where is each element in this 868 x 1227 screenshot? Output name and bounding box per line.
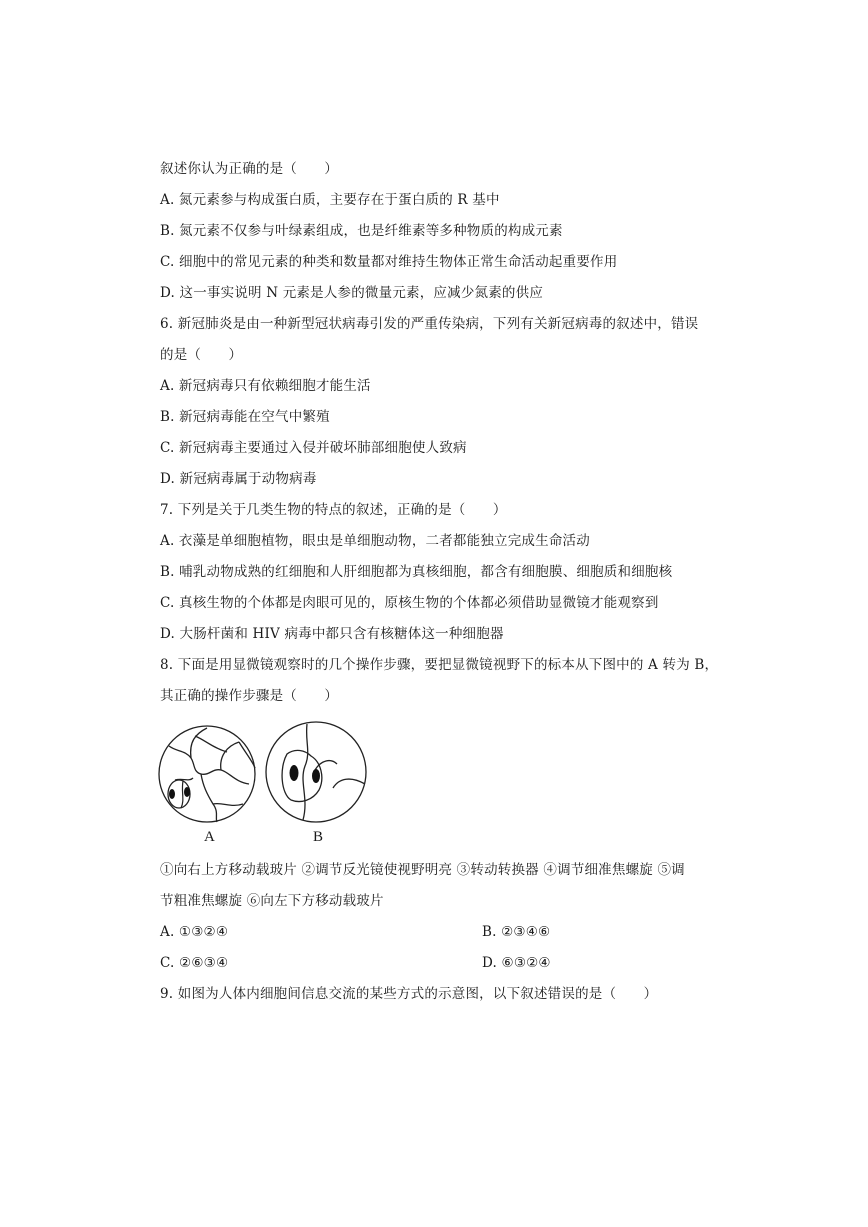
q6-option-b: B. 新冠病毒能在空气中繁殖: [160, 409, 330, 425]
q8-option-d: D. ⑥③②④: [482, 955, 551, 971]
q5-option-a: A. 氮元素参与构成蛋白质，主要存在于蛋白质的 R 基中: [160, 192, 500, 208]
q7-option-c: C. 真核生物的个体都是肉眼可见的，原核生物的个体都必须借助显微镜才能观察到: [160, 595, 659, 611]
q8-steps-line2: 节粗准焦螺旋 ⑥向左下方移动载玻片: [160, 893, 384, 909]
q6-option-a: A. 新冠病毒只有依赖细胞才能生活: [160, 378, 371, 394]
q6-option-c: C. 新冠病毒主要通过入侵并破坏肺部细胞使人致病: [160, 440, 467, 456]
q7-option-b: B. 哺乳动物成熟的红细胞和人肝细胞都为真核细胞，都含有细胞膜、细胞质和细胞核: [160, 564, 673, 580]
field-a-label: A: [204, 829, 215, 845]
q6-stem-line2: 的是（ ）: [160, 347, 243, 363]
q5-option-c: C. 细胞中的常见元素的种类和数量都对维持生物体正常生命活动起重要作用: [160, 254, 618, 270]
q8-option-b: B. ②③④⑥: [482, 924, 551, 940]
q8-option-c: C. ②⑥③④: [160, 955, 229, 971]
field-a: [159, 726, 255, 822]
q6-option-d: D. 新冠病毒属于动物病毒: [160, 471, 317, 487]
field-b-label: B: [313, 829, 324, 845]
q5-stem-tail: 叙述你认为正确的是（ ）: [160, 161, 339, 177]
q8-stem-line2: 其正确的操作步骤是（ ）: [160, 688, 339, 704]
q5-option-b: B. 氮元素不仅参与叶绿素组成，也是纤维素等多种物质的构成元素: [160, 223, 563, 239]
q7-option-a: A. 衣藻是单细胞植物，眼虫是单细胞动物，二者都能独立完成生命活动: [160, 533, 590, 549]
q8-steps-line1: ①向右上方移动载玻片 ②调节反光镜使视野明亮 ③转动转换器 ④调节细准焦螺旋 ⑤调: [160, 862, 685, 878]
q5-option-d: D. 这一事实说明 N 元素是人参的微量元素，应减少氮素的供应: [160, 285, 544, 301]
microscope-field-drawing: [155, 712, 380, 852]
microscope-field-figure: [155, 712, 380, 852]
q9-stem: 9. 如图为人体内细胞间信息交流的某些方式的示意图，以下叙述错误的是（ ）: [160, 986, 658, 1002]
q8-option-a: A. ①③②④: [160, 924, 229, 940]
field-a-target-cell: [168, 780, 190, 808]
q7-stem: 7. 下列是关于几类生物的特点的叙述，正确的是（ ）: [160, 502, 507, 518]
q6-stem-line1: 6. 新冠肺炎是由一种新型冠状病毒引发的严重传染病，下列有关新冠病毒的叙述中，错误: [160, 316, 699, 332]
q8-stem-line1: 8. 下面是用显微镜观察时的几个操作步骤，要把显微镜视野下的标本从下图中的 A 转为 B，: [160, 657, 719, 673]
q7-option-d: D. 大肠杆菌和 HIV 病毒中都只含有核糖体这一种细胞器: [160, 626, 504, 642]
